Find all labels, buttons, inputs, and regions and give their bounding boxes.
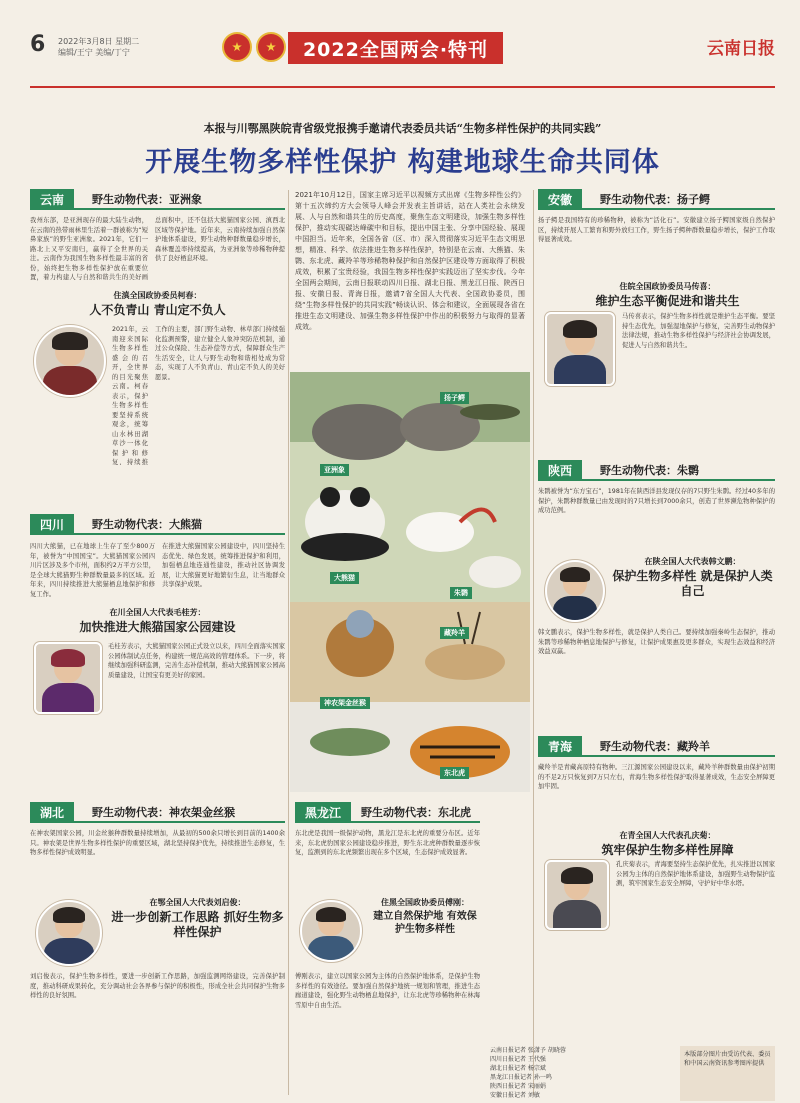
date-line [58,36,139,58]
panda-ear [320,487,340,507]
section-header-heilongjiang [295,803,480,823]
portrait-kong-qingju [545,860,609,930]
collage-svg [290,372,530,792]
article-text: 工作的主要，部门野生动物、林草部门持续强化监测预警，建立健全人象冲突防范机制，通过公众保险、生态补偿等方式，保障群众生产生活安全，让人与野生动物和谐相处成为常态，实现了人不负青山、青山定不负人的美好愿景。 [155,326,285,381]
figure-shape [308,936,354,962]
antelope-shape [425,644,505,680]
interview-heading-hubei [110,897,285,940]
photo-label: 亚洲象 [320,464,349,476]
photo-label: 扬子鳄 [440,392,469,404]
photo-label: 东北虎 [440,767,469,779]
section-header-yunnan [30,190,285,210]
interview-headline: 建立自然保护地 有效保护生物多样性 [373,911,477,935]
ibis-shape [469,556,521,588]
intro-text: 2021年10月12日，国家主席习近平以视频方式出席《生物多样性公约》第十五次缔约方大会领导人峰会并发表主旨讲话，站在人类社会永续发展、人与自然和谐共生的历史高度，聚焦生态文明建设，加强生物多样性保护，推动实现碳达峰碳中和目标，提出中国主张、分享中国经验、展现中国担当。近年来，全国各省（区、市）深入贯彻落实习近平生态文明思想，精准、科学、依法推进生物多样性保护，特别是在云南、大熊猫、朱鹮、东北虎、藏羚羊等珍稀物种保护和自然保护区建设等方面取得了积极成效，积累了宝贵经验，我国生物多样性保护实践迈出了坚实步伐。今年全国两会期间，云南日报联动四川日报、湖北日报、黑龙江日报、陕西日报、安徽日报、青海日报，邀请7省全国人大代表、全国政协委员，围绕“生物多样性保护的共同实践”畅谈认识、体会和建议，全面展现各省在推进生态文明建设、加强生物多样性保护中作出的积极努力与取得的显著成效。 [295,191,525,331]
national-emblem-icon [222,32,252,62]
interviewee-line: 在川全国人大代表毛桂芳： [109,608,206,617]
photo-label: 藏羚羊 [440,627,469,639]
masthead [30,28,775,86]
portrait-ma-chuanxi [545,312,615,386]
interview-headline: 筑牢保护生物多样性屏障 [601,843,734,857]
wildlife-photo-collage [290,372,530,792]
figure-shape [52,332,87,350]
photo-label: 神农架金丝猴 [320,697,370,709]
article-text: 刘启俊表示，保护生物多样性，要进一步创新工作思路，加强监测网络建设，完善保护制度，推动科研成果转化，充分调动社会各界参与保护的积极性，形成全社会共同保护生物多样性的良好氛围。 [30,973,285,999]
section-tag: 陕西 [538,460,582,480]
figure-shape [44,938,94,966]
interview-heading-heilongjiang [370,897,480,936]
monkey-face [346,610,374,638]
interview-heading-yunnan [30,290,285,318]
figure-shape [563,320,597,338]
section-tag: 云南 [30,189,74,209]
photo-label: 朱鹮 [450,587,472,599]
figure-shape [43,366,97,397]
figure-shape [560,567,589,582]
credit-line: 黑龙江日报记者 孙一鸣 [490,1074,552,1081]
portrait-fu-gang [300,900,362,962]
elephant-shape [312,404,408,460]
credit-line: 陕西日报记者 宋丽娟 [490,1083,546,1090]
article-text: 四川大熊猫，已在地球上生存了至少800万年，被誉为“中国国宝”。大熊猫国家公园四川片区涉及多个市州，面积约2万平方公里，是全球大熊猫野生种群数量最多的区域。近年来，四川持续推进大熊猫栖息地保护和修复工作。 [30,543,155,598]
panda-ear [350,487,370,507]
interviewee-line: 在青全国人大代表孔庆菊： [619,831,716,840]
section-tag: 四川 [30,514,74,534]
column-divider [288,190,289,1095]
article-text: 在神农架国家公园，川金丝猴种群数量持续增加，从最初的500余只增长到目前的1400余只。神农架是世界生物多样性保护的重要区域，湖北坚持保护优先，持续推进生态修复，生物多样性保护成效明显。 [30,830,285,856]
crocodile-shape [460,404,520,420]
article-text: 马传喜表示，保护生物多样性就是维护生态平衡。要坚持生态优先，加强湿地保护与修复，完善野生动物保护法律法规，推动生物多样性保护与经济社会协调发展，促进人与自然和谐共生。 [622,313,775,349]
interview-heading-shaanxi [610,556,775,599]
page-number: 6 [30,32,46,57]
portrait-mao-guifang [34,642,102,714]
section-title: 野生动物代表：藏羚羊 [600,740,711,753]
article-text: 傅刚表示，建立以国家公园为主体的自然保护地体系，是保护生物多样性的有效途径。要加强自然保护地统一规划和管理，推进生态廊道建设，强化野生动物栖息地保护，让东北虎等珍稀物种在林海雪原中自由生活。 [295,973,480,1009]
article-text: 2021年，云南迎来国际生物多样性盛会的召开，全世界的目光聚焦云南。柯春表示，保护生物多样性要坚持系统观念，统筹山水林田湖草沙一体化保护和修复，持续推 [112,326,148,465]
credit-line: 云南日报记者 张潇予 胡晓蓉 [490,1047,566,1054]
interview-heading-qinghai [560,830,775,858]
article-text: 藏羚羊是青藏高原特有物种。三江源国家公园建设以来，藏羚羊种群数量由保护初期的不足2万只恢复到7万只左右，青海生物多样性保护取得显著成效，生态安全屏障更加牢固。 [538,764,775,790]
interviewee-line: 住滇全国政协委员柯春： [113,291,202,300]
section-title: 野生动物代表：朱鹮 [600,464,700,477]
section-tag: 湖北 [30,802,74,822]
page-subtitle: 本报与川鄂黑陕皖青省级党报携手邀请代表委员共话“生物多样性保护的共同实践” [203,122,602,135]
figure-shape [553,596,598,622]
portrait-ke-chun [34,325,106,397]
interview-headline: 加快推进大熊猫国家公园建设 [79,620,236,634]
credit-line: 四川日报记者 王代强 [490,1056,546,1063]
newspaper-logo: 云南日报 [707,39,775,59]
editor-credit: 编辑/王宁 美编/丁宁 [58,48,130,57]
portrait-liu-qijun [36,900,102,966]
section-header-shaanxi [538,461,775,481]
photo-source-note: 本版部分图片由受访代表、委员和中国云南资讯参考图库提供 [680,1046,775,1101]
section-header-hubei [30,803,285,823]
interviewee-line: 在鄂全国人大代表刘启俊： [149,898,246,907]
panda-body [301,533,389,561]
interview-heading-anhui [560,281,775,309]
interviewee-line: 住皖全国政协委员马传喜： [619,282,716,291]
section-title: 野生动物代表：亚洲象 [92,193,203,206]
section-header-anhui [538,190,775,210]
article-text: 在推进大熊猫国家公园建设中，四川坚持生态优先、绿色发展，统筹推进保护和利用，加强栖息地连通性建设，推动社区协调发展，让大熊猫更好地繁衍生息，让当地群众共享保护成果。 [162,543,285,588]
figure-shape [561,867,592,884]
article-text: 总面积中，还不包括大熊猫国家公园、滇西北区域等保护地。近年来，云南持续加强自然保护地体系建设，野生动物种群数量稳步增长，森林覆盖率持续提高，为亚洲象等珍稀物种提供了良好栖息环境。 [155,217,285,262]
article-text: 毛桂芳表示，大熊猫国家公园正式设立以来，四川全面落实国家公园体制试点任务，构建统一规范高效的管理体系。下一步，将继续加强科研监测，完善生态补偿机制，推动大熊猫国家公园高质量建设，让国宝有更美好的家园。 [108,643,285,679]
portrait-han-wenpeng [545,560,605,622]
interviewee-line: 在陕全国人大代表韩文鹏： [644,557,741,566]
photo-label: 大熊猫 [330,572,359,584]
section-title: 野生动物代表：大熊猫 [92,518,203,531]
article-text: 孔庆菊表示，青海要坚持生态保护优先，扎实推进以国家公园为主体的自然保护地体系建设，加强野生动物保护监测，筑牢国家生态安全屏障，守护好中华水塔。 [616,861,775,887]
figure-shape [553,900,601,930]
section-tag: 青海 [538,736,582,756]
figure-shape [554,355,607,386]
interviewee-line: 住黑全国政协委员傅刚： [381,898,469,907]
section-title: 野生动物代表：东北虎 [361,806,472,819]
credit-line: 安徽日报记者 刘敏 [490,1092,540,1099]
figure-shape [42,683,93,714]
article-text: 韩文鹏表示，保护生物多样性，就是保护人类自己。要持续加强秦岭生态保护，推动朱鹮等珍稀物种栖息地保护与修复，让保护成果惠及更多群众，实现生态效益和经济效益双赢。 [538,629,775,655]
monkey-group-shape [310,728,390,756]
credit-line: 湖北日报记者 杨宗斌 [490,1065,546,1072]
interview-headline: 进一步创新工作思路 抓好生物多样性保护 [111,910,284,939]
interview-headline: 维护生态平衡促进和谐共生 [595,294,740,308]
section-tag: 安徽 [538,189,582,209]
section-header-sichuan [30,515,285,535]
page-title: 开展生物多样性保护 构建地球生命共同体 [145,147,660,178]
figure-shape [53,907,85,923]
special-issue-banner: 2022全国两会·特刊 [288,32,503,64]
section-tag: 黑龙江 [295,802,351,822]
article-text: 朱鹮被誉为“东方宝石”，1981年在陕西洋县发现仅存的7只野生朱鹮。经过40多年的保护，朱鹮种群数量已由发现时的7只增长到7000余只，创造了世界濒危物种保护的成功范例。 [538,488,775,514]
interview-headline: 保护生物多样性 就是保护人类自己 [612,569,773,598]
figure-shape [51,649,84,667]
section-title: 野生动物代表：扬子鳄 [600,193,711,206]
section-header-qinghai [538,737,775,757]
cppcc-emblem-icon [256,32,286,62]
article-text: 东北虎是我国一级保护动物，黑龙江是东北虎的重要分布区。近年来，东北虎豹国家公园建设稳步推进，野生东北虎种群数量逐步恢复，监测到的东北虎频繁出现在多个区域，生态保护成效显著。 [295,830,480,856]
article-text: 扬子鳄是我国特有的珍稀物种，被称为“活化石”。安徽建立扬子鳄国家级自然保护区，持续开展人工繁育和野外放归工作，野生扬子鳄种群数量稳步增长，保护工作取得显著成效。 [538,217,775,243]
interview-heading-sichuan [30,607,285,635]
figure-shape [316,907,346,922]
article-text: 我州东部，是亚洲现存的最大陆生动物，在云南的热带雨林里生活着一群被称为“短鼻家族”的野生亚洲象。2021年，它们一路北上又平安南归，赢得了全世界的关注。云南作为我国生物多样性最丰富的省份，始终把生物多样性保护放在重要位置，着力构建人与自然和谐共生的美好画 [30,217,148,281]
header-rule [30,86,775,88]
issue-date: 2022年3月8日 星期二 [58,37,140,46]
reporter-credits [490,1046,670,1100]
interview-headline: 人不负青山 青山定不负人 [89,303,226,317]
section-title: 野生动物代表：神农架金丝猴 [92,806,236,819]
column-divider [533,190,534,1095]
